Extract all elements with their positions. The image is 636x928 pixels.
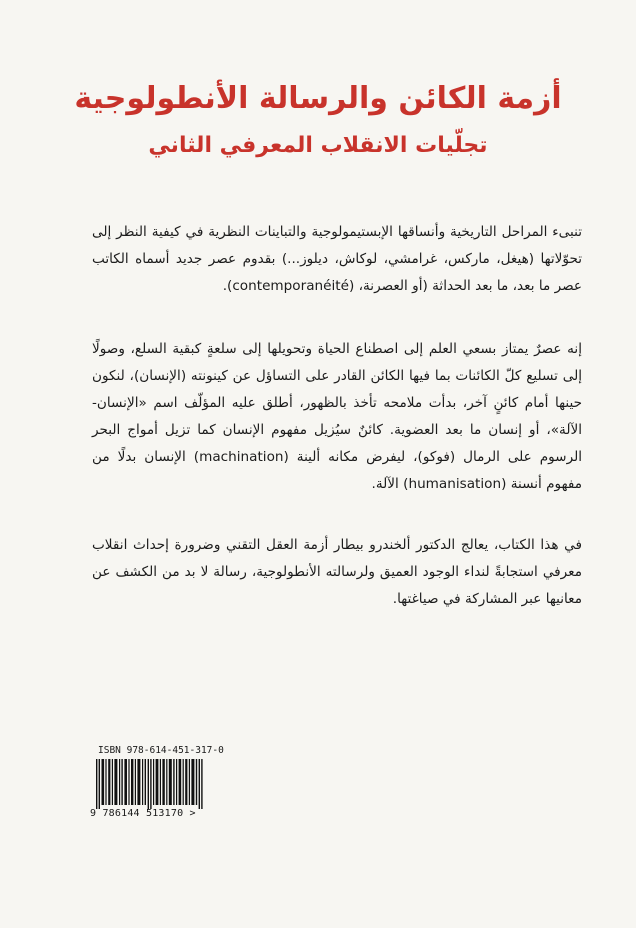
barcode-bars [90, 759, 212, 809]
blurb-paragraph-3: في هذا الكتاب، يعالج الدكتور ألخندرو بيطار أزمة العقل التقني وضرورة إحداث انقلاب معرفي استجابةً لنداء الوجود العميق ولرسالته الأنطولوجية، رسالة لا بد من الكشف عن معانيها عبر المشاركة في صياغتها. [92, 537, 582, 607]
blurb-paragraph-1: تنبىء المراحل التاريخية وأنساقها الإبستيمولوجية والتباينات النظرية في كيفية النظر إلى تحوّلاتها (هيغل، ماركس، غرامشي، لوكاش، ديلوز...) بقدوم عصر جديد أسماه الكاتب عصر ما بعد، ما بعد الحداثة (أو العصرنة، (contemporanéité). [92, 224, 582, 294]
isbn-label: ISBN 978-614-451-317-0 [98, 745, 224, 756]
isbn-barcode [90, 745, 224, 825]
book-title: أزمة الكائن والرسالة الأنطولوجية [74, 81, 562, 116]
barcode-digits: 9 786144 513170 > [90, 808, 196, 819]
book-subtitle: تجلّيات الانقلاب المعرفي الثاني [148, 133, 488, 158]
blurb-paragraph-2: إنه عصرٌ يمتاز بسعي العلم إلى اصطناع الحياة وتحويلها إلى سلعةٍ كبقية السلع، وصولًا إلى تسليع كلّ الكائنات بما فيها الكائن القادر على التساؤل عن كينونته (الإنسان)، لنكون حينها أمام كائنٍ آخر، بدأت ملامحه تأخذ بالظهور، أطلق عليه المؤلّف اسم «الإنسان-الآلة»، أو إنسان ما بعد العضوية. كائنٌ سيُزيل مفهوم الإنسان كما تزيل أمواج البحر الرسوم على الرمال (فوكو)، ليفرض مكانه ألينة (machination) الإنسان بدلًا من مفهوم أنسنة (humanisation) الآلة. [92, 341, 582, 492]
